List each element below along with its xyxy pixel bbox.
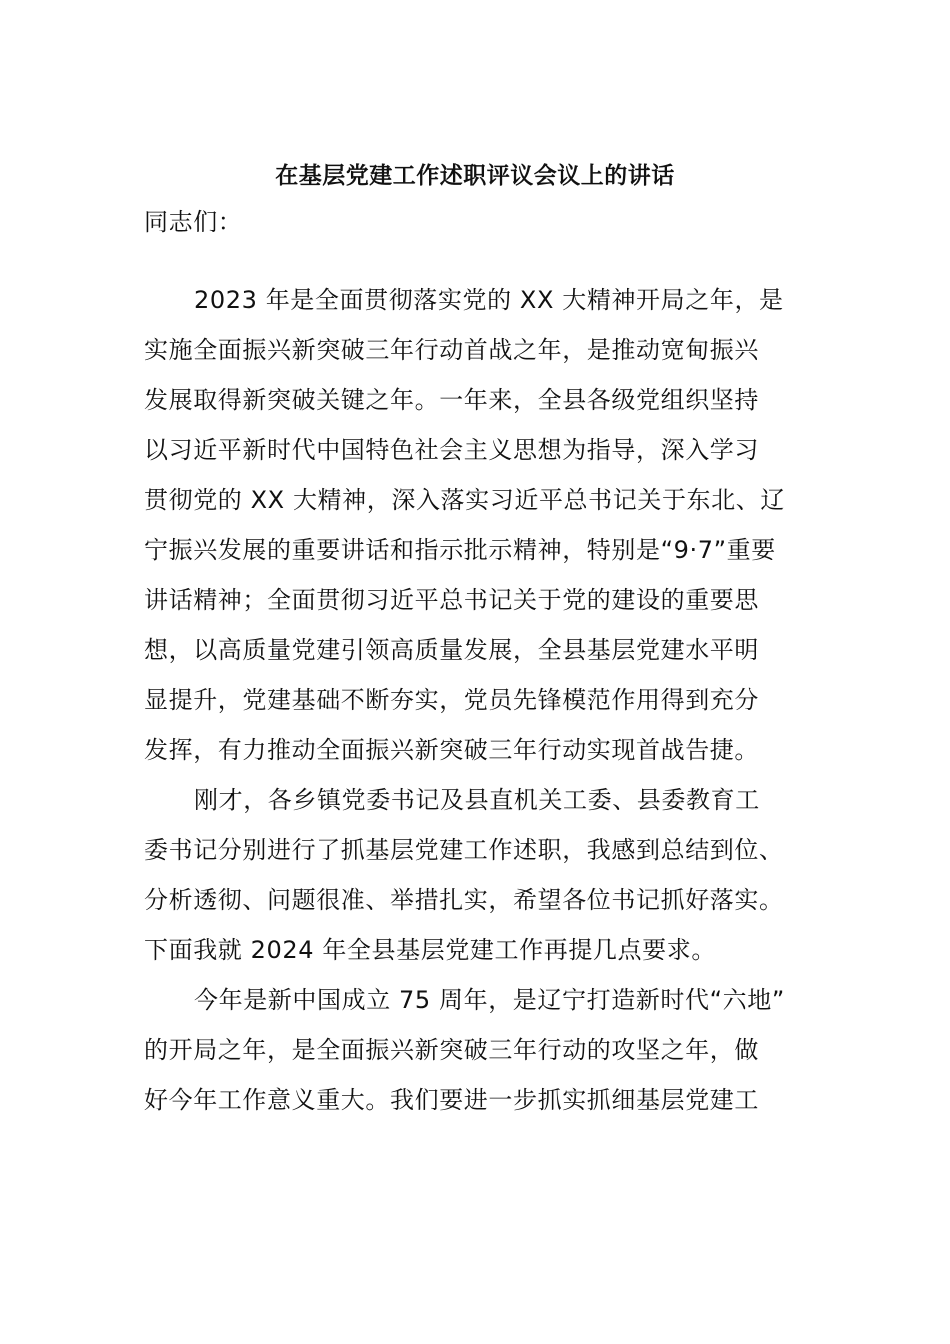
- paragraph-line: 以习近平新时代中国特色社会主义思想为指导，深入学习: [144, 436, 759, 464]
- paragraph-line: 宁振兴发展的重要讲话和指示批示精神，特别是“9·7”重要: [144, 536, 776, 564]
- paragraph-line: 好今年工作意义重大。我们要进一步抓实抓细基层党建工: [144, 1086, 759, 1114]
- paragraph-line: 发展取得新突破关键之年。一年来，全县各级党组织坚持: [144, 386, 759, 414]
- paragraph-line: 显提升，党建基础不断夯实，党员先锋模范作用得到充分: [144, 686, 759, 714]
- paragraph-line: 的开局之年，是全面振兴新突破三年行动的攻坚之年，做: [144, 1036, 759, 1064]
- paragraph-line: 分析透彻、问题很准、举措扎实，希望各位书记抓好落实。: [144, 886, 784, 914]
- paragraph-line: 贯彻党的 XX 大精神，深入落实习近平总书记关于东北、辽: [144, 486, 785, 514]
- paragraph-line: 刚才，各乡镇党委书记及县直机关工委、县委教育工: [194, 786, 760, 814]
- paragraph-line: 今年是新中国成立 75 周年，是辽宁打造新时代“六地”: [194, 986, 785, 1014]
- paragraph-line: 委书记分别进行了抓基层党建工作述职，我感到总结到位、: [144, 836, 784, 864]
- paragraph-line: 2023 年是全面贯彻落实党的 XX 大精神开局之年，是: [194, 286, 784, 314]
- paragraph-line: 发挥，有力推动全面振兴新突破三年行动实现首战告捷。: [144, 736, 759, 764]
- paragraph-line: 讲话精神；全面贯彻习近平总书记关于党的建设的重要思: [144, 586, 759, 614]
- paragraph-line: 实施全面振兴新突破三年行动首战之年，是推动宽甸振兴: [144, 336, 759, 364]
- salutation: 同志们：: [144, 208, 243, 236]
- document-title: 在基层党建工作述职评议会议上的讲话: [275, 163, 675, 189]
- paragraph-line: 想，以高质量党建引领高质量发展，全县基层党建水平明: [144, 636, 759, 664]
- paragraph-line: 下面我就 2024 年全县基层党建工作再提几点要求。: [144, 936, 716, 964]
